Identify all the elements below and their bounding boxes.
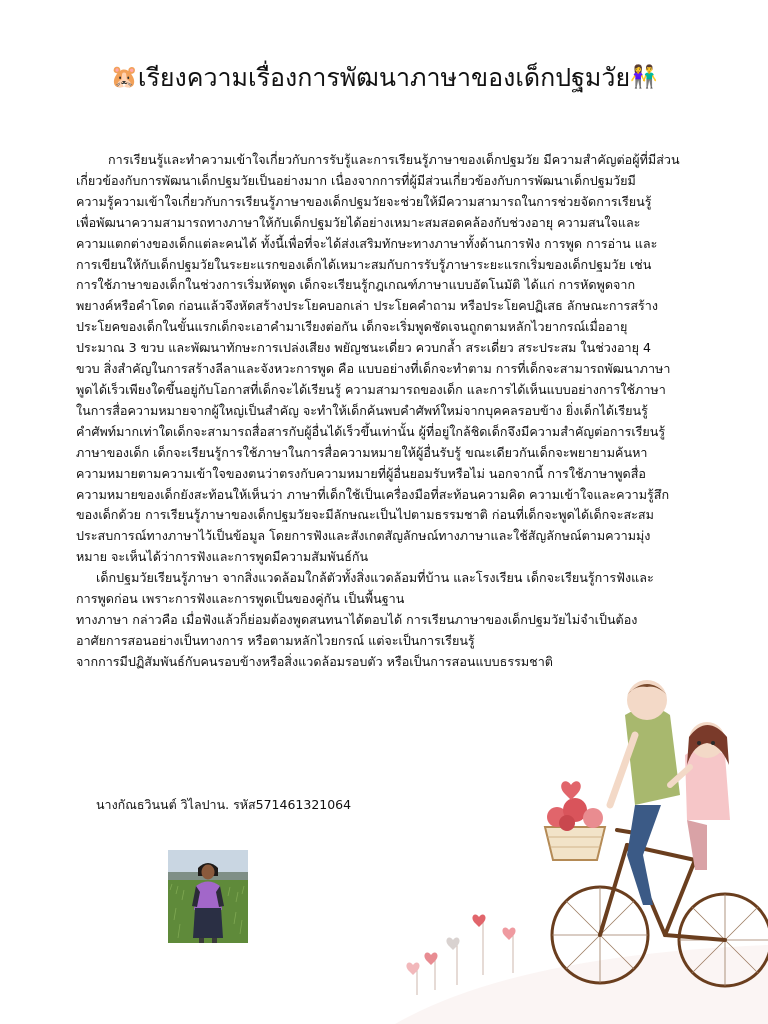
title-text: เรียงความเรื่องการพัฒนาภาษาของเด็กปฐมวัย bbox=[137, 63, 631, 92]
essay-line: ความแตกต่างของเด็กแต่ละคนได้ ทั้งนี้เพื่อที่จะได้ส่งเสริมทักษะทางภาษาทั้งด้านการฟัง การพูด การอ่าน และ bbox=[76, 235, 658, 251]
essay-line: หมาย จะเห็นได้ว่าการฟังและการพูดมีความสัมพันธ์กัน bbox=[76, 549, 369, 565]
essay-line: คำศัพท์มากเท่าใดเด็กจะสามารถสื่อสารกับผู้อื่นได้เร็วขึ้นเท่านั้น ผู้ที่อยู่ใกล้ชิดเด็กจึงมีความสำคัญต่อการเรียนรู้ bbox=[76, 423, 666, 439]
essay-line: การพูดก่อน เพราะการฟังและการพูดเป็นของคู่กัน เป็นพื้นฐาน bbox=[76, 591, 405, 607]
hamster-icon: 🐹 bbox=[110, 65, 138, 90]
essay-line: ทางภาษา กล่าวคือ เมื่อฟังแล้วก็ย่อมต้องพูดสนทนาได้ตอบได้ การเรียนภาษาของเด็กปฐมวัยไม่จำเป็นต้อง bbox=[76, 611, 638, 627]
essay-line: การเรียนรู้และทำความเข้าใจเกี่ยวกับการรับรู้และการเรียนรู้ภาษาของเด็กปฐมวัย มีความสำคัญต่อผู้ที่มีส่วน bbox=[76, 152, 680, 167]
essay-line: ความหมายของเด็กยังสะท้อนให้เห็นว่า ภาษาที่เด็กใช้เป็นเครื่องมือที่สะท้อนความคิด ความเข้าใจและความรู้สึก bbox=[76, 486, 670, 502]
essay-line: ประมาณ 3 ขวบ และพัฒนาทักษะการเปล่งเสียง พยัญชนะเดี่ยว ควบกล้ำ สระเดี่ยว สระประสม ในช่วงอายุ 4 bbox=[76, 340, 651, 356]
essay-line: ภาษาของเด็ก เด็กจะเรียนรู้การใช้ภาษาในการสื่อความหมายให้ผู้อื่นรับรู้ ขณะเดียวกันเด็กจะพยายามค้นหา bbox=[76, 444, 648, 460]
author-photo bbox=[168, 850, 248, 943]
essay-line: การเขียนให้กับเด็กปฐมวัยในระยะแรกของเด็กได้เหมาะสมกับการรับรู้ภาษาระยะแรกเริ่มของเด็กปฐมวัย เช่น bbox=[76, 256, 652, 272]
essay-line: จากการมีปฏิสัมพันธ์กับคนรอบข้างหรือสิ่งแวดล้อมรอบตัว หรือเป็นการสอนแบบธรรมชาติ bbox=[76, 653, 553, 669]
essay-line: ความหมายตามความเข้าใจของตนว่าตรงกับความหมายที่ผู้อื่นยอมรับหรือไม่ นอกจากนี้ การใช้ภาษาพูดสื่อ bbox=[76, 465, 646, 481]
essay-line: อาศัยการสอนอย่างเป็นทางการ หรือตามหลักไวยกรณ์ แต่จะเป็นการเรียนรู้ bbox=[76, 632, 475, 648]
essay-line: ความรู้ความเข้าใจเกี่ยวกับการเรียนรู้ภาษาของเด็กปฐมวัยจะช่วยให้มีความสามารถในการช่วยจัดการเรียนรู้ bbox=[76, 193, 652, 209]
essay-body bbox=[76, 150, 696, 673]
author-line: นางกัณธวินนต์ วิไลปาน. รหัส571461321064 bbox=[96, 797, 352, 812]
essay-line: ในการสื่อความหมายจากผู้ใหญ่เป็นสำคัญ จะทำให้เด็กค้นพบคำศัพท์ใหม่จากบุคคลรอบข้าง ยิ่งเด็กได้เรียนรู้ bbox=[76, 402, 648, 418]
essay-line: การใช้ภาษาของเด็กในช่วงการเริ่มหัดพูด เด็กจะเรียนรู้กฎเกณฑ์ภาษาแบบอัตโนมัติ ได้แก่ การหัดพูดจาก bbox=[76, 277, 636, 293]
page-title bbox=[0, 60, 768, 96]
essay-line: เพื่อพัฒนาความสามารถทางภาษาให้กับเด็กปฐมวัยได้อย่างเหมาะสมสอดคล้องกับช่วงอายุ ความสนใจและ bbox=[76, 214, 641, 230]
essay-line: ประสบการณ์ทางภาษาไว้เป็นข้อมูล โดยการฟังและสังเกตสัญลักษณ์ทางภาษาและใช้สัญลักษณ์ตามความมุ่ง bbox=[76, 528, 651, 544]
essay-line: เกี่ยวข้องกับการพัฒนาเด็กปฐมวัยเป็นอย่างมาก เนื่องจากการที่ผู้มีส่วนเกี่ยวข้องกับการพัฒนาเด็กปฐมวัยมี bbox=[76, 172, 636, 188]
couple-icon: 👫 bbox=[630, 65, 658, 90]
essay-line: ของเด็กด้วย การเรียนรู้ภาษาของเด็กปฐมวัยจะมีลักษณะเป็นไปตามธรรมชาติ ก่อนที่เด็กจะพูดได้เด็กจะสะสม bbox=[76, 507, 654, 523]
essay-line: ขวบ สิ่งสำคัญในการสร้างลีลาและจังหวะการพูด คือ แบบอย่างที่เด็กจะทำตาม การที่เด็กจะสามารถพัฒนาภาษา bbox=[76, 361, 671, 377]
essay-line: ประโยคของเด็กในขั้นแรกเด็กจะเอาคำมาเรียงต่อกัน เด็กจะเริ่มพูดชัดเจนถูกตามหลักไวยากรณ์เมื่ออายุ bbox=[76, 319, 628, 335]
essay-line: พูดได้เร็วเพียงใดขึ้นอยู่กับโอกาสที่เด็กจะได้เรียนรู้ ความสามารถของเด็ก และการได้เห็นแบบอย่างการใช้ภาษา bbox=[76, 381, 666, 397]
essay-line: พยางค์หรือคำโดด ก่อนแล้วจึงหัดสร้างประโยคบอกเล่า ประโยคคำถาม หรือประโยคปฏิเสธ ลักษณะการสร้าง bbox=[76, 298, 658, 314]
father-child-bicycle-illustration bbox=[395, 655, 768, 1024]
essay-line: เด็กปฐมวัยเรียนรู้ภาษา จากสิ่งแวดล้อมใกล้ตัวทั้งสิ่งแวดล้อมที่บ้าน และโรงเรียน เด็กจะเรียนรู้การฟังและ bbox=[76, 570, 654, 586]
